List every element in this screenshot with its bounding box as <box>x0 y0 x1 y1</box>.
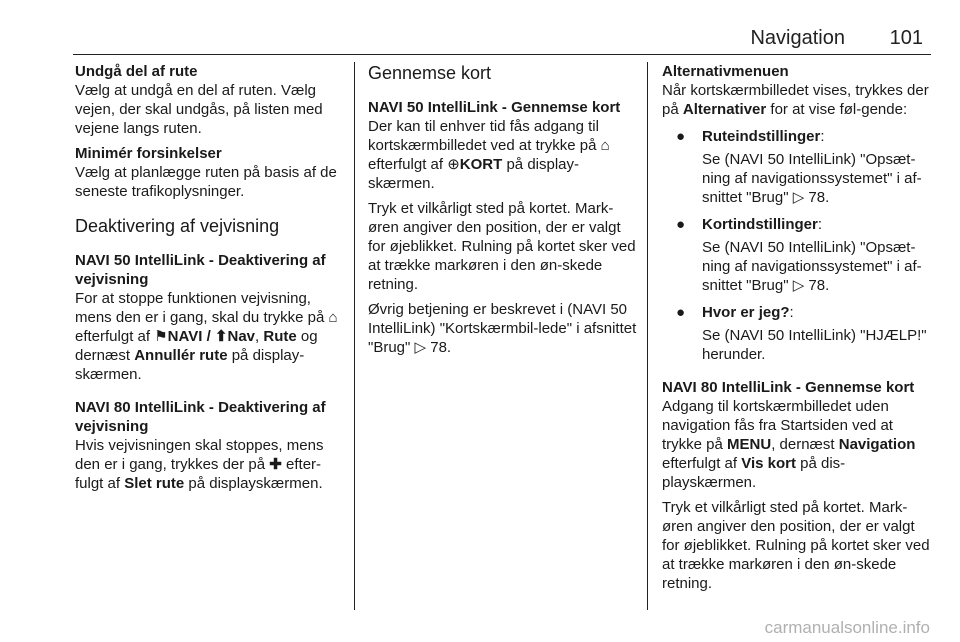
navi80-deactivate-body: Hvis vejvisningen skal stoppes, mens den er i gang, trykkes der på ✚ efter-fulgt af Slet rute på displayskærmen. <box>75 437 324 492</box>
bullet-dot: ● <box>676 304 686 321</box>
column-divider <box>647 62 648 610</box>
section-title: Navigation <box>750 27 845 49</box>
page-ref-icon: ▷ <box>414 339 427 356</box>
map-scroll-text: Tryk et vilkårligt sted på kortet. Mark-øren angiver den position, der er valgt for øjeblikket. Rulning på kortet sker ved at trække markøren i den øn-skede retning. <box>662 499 930 592</box>
minimize-body: Vælg at planlægge ruten på basis af de seneste trafikoplysninger. <box>75 164 337 200</box>
navi80-deactivate-title: NAVI 80 IntelliLink - Deaktivering af vejvisning <box>75 399 326 435</box>
column-middle <box>368 62 638 357</box>
alt-menu-body: Når kortskærmbilledet vises, trykkes der på Alternativer for at vise føl-gende: <box>662 82 929 118</box>
compass-icon: ⊕ <box>447 156 460 173</box>
map-scroll-text: Tryk et vilkårligt sted på kortet. Mark-øren angiver den position, der er valgt for øjeblikket. Rulning på kortet sker ved at trække markøren i den øn-skede retning. <box>368 200 636 293</box>
navi80-browse-body: Adgang til kortskærmbilledet uden navigation fås fra Startsiden ved at trykke på MENU, dernæst Navigation efterfulgt af Vis kort på dis-playskærmen. <box>662 398 916 491</box>
column-left <box>75 62 345 493</box>
page-ref-icon: ▷ <box>792 189 805 206</box>
page-number: 101 <box>889 27 923 49</box>
bullet-text: Se (NAVI 50 IntelliLink) "Opsæt-ning af navigationssystemet" i af-snittet "Brug" ▷ 78. <box>702 151 922 206</box>
navi50-browse-body: Der kan til enhver tid fås adgang til kortskærmbilledet ved at trykke på ⌂ efterfulgt af ⊕KORT på display-skærmen. <box>368 118 610 192</box>
page-header <box>73 24 931 55</box>
home-icon: ⌂ <box>328 309 338 326</box>
watermark: carmanualsonline.info <box>764 618 930 637</box>
alt-menu-title: Alternativmenuen <box>662 63 789 80</box>
navi50-deactivate-body: For at stoppe funktionen vejvisning, mens den er i gang, skal du trykke på ⌂ efterfulgt af ⚑NAVI / ⬆Nav, Rute og dernæst Annullér rute på display-skærmen. <box>75 290 338 383</box>
arrow-up-icon: ⬆ <box>214 328 228 345</box>
plus-icon: ✚ <box>269 456 282 473</box>
minimize-title: Minimér forsinkelser <box>75 145 222 162</box>
flag-icon: ⚑ <box>154 328 168 345</box>
navi50-browse-title: NAVI 50 IntelliLink - Gennemse kort <box>368 99 621 116</box>
navi50-deactivate-title: NAVI 50 IntelliLink - Deaktivering af vejvisning <box>75 252 326 288</box>
bullet-dot: ● <box>676 216 686 233</box>
deactivate-heading: Deaktivering af vejvisning <box>75 216 280 236</box>
home-icon: ⌂ <box>600 137 610 154</box>
bullet-item: ● Hvor er jeg?: <box>676 304 794 321</box>
bullet-item: ● Ruteindstillinger: <box>676 128 825 145</box>
bullet-text: Se (NAVI 50 IntelliLink) "HJÆLP!" herunder. <box>702 327 927 363</box>
bullet-dot: ● <box>676 128 686 145</box>
bullet-text: Se (NAVI 50 IntelliLink) "Opsæt-ning af navigationssystemet" i af-snittet "Brug" ▷ 78. <box>702 239 922 294</box>
page-ref-icon: ▷ <box>792 277 805 294</box>
column-right <box>662 62 932 593</box>
bullet-item: ● Kortindstillinger: <box>676 216 823 233</box>
avoid-title: Undgå del af rute <box>75 63 198 80</box>
column-divider <box>354 62 355 610</box>
browse-map-heading: Gennemse kort <box>368 63 492 83</box>
other-operation-text: Øvrig betjening er beskrevet i (NAVI 50 IntelliLink) "Kortskærmbil-lede" i afsnittet "Brug" ▷ 78. <box>368 301 637 356</box>
navi80-browse-title: NAVI 80 IntelliLink - Gennemse kort <box>662 379 915 396</box>
avoid-body: Vælg at undgå en del af ruten. Vælg vejen, der skal undgås, på listen med vejene langs ruten. <box>75 82 323 137</box>
